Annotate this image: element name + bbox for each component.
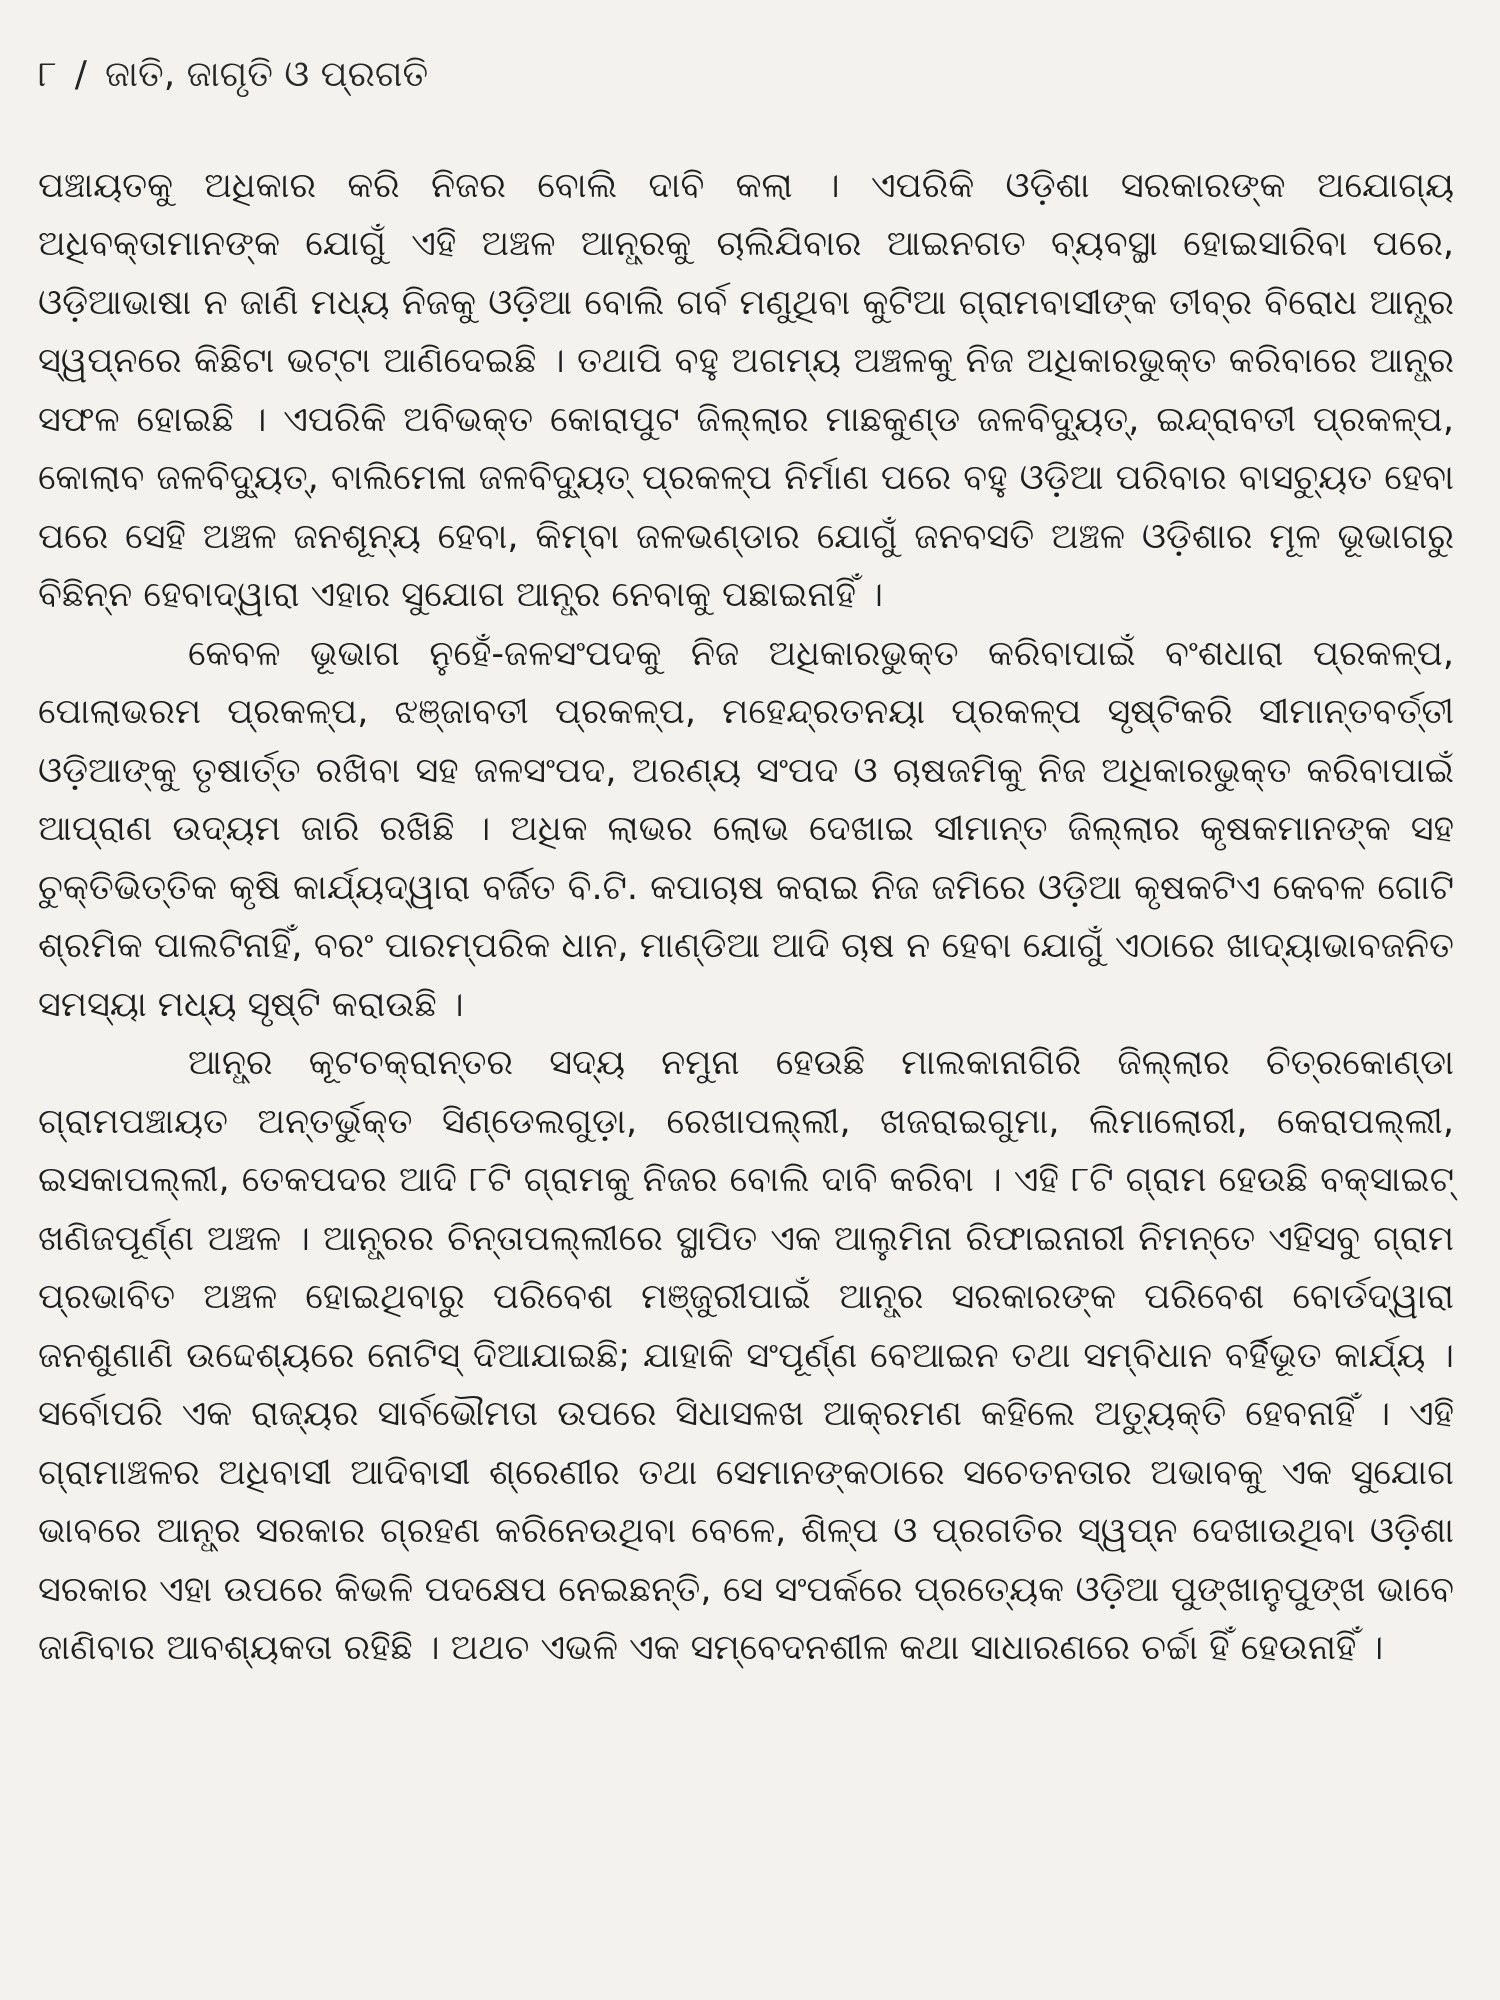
paragraph: ପଞ୍ଚାୟତକୁ ଅଧିକାର କରି ନିଜର ବୋଲି ଦାବି କଲା । ଏପରିକି ଓଡ଼ିଶା ସରକାରଙ୍କ ଅଯୋଗ୍ୟ ଅଧିବକ୍ତାମାନଙ୍କ ଯୋଗୁଁ ଏହି ଅଞ୍ଚଳ ଆନ୍ଧ୍ରକୁ ଚାଲିଯିବାର ଆଇନଗତ ବ୍ୟବସ୍ଥା ହୋଇସାରିବା ପରେ, ଓଡ଼ିଆଭାଷା ନ ଜାଣି ମଧ୍ୟ ନିଜକୁ ଓଡ଼ିଆ ବୋଲି ଗର୍ବ ମଣୁଥିବା କୁଟିଆ ଗ୍ରାମବାସୀଙ୍କ ତୀବ୍ର ବିରୋଧ ଆନ୍ଧ୍ର ସ୍ୱପ୍ନରେ କିଛିଟା ଭଟ୍ଟା ଆଣିଦେଇଛି । ତଥାପି ବହୁ ଅଗମ୍ୟ ଅଞ୍ଚଳକୁ ନିଜ ଅଧିକାରଭୁକ୍ତ କରିବାରେ ଆନ୍ଧ୍ର ସଫଳ ହୋଇଛି । ଏପରିକି ଅବିଭକ୍ତ କୋରାପୁଟ ଜିଲ୍ଲାର ମାଛକୁଣ୍ଡ ଜଳବିଦ୍ୟୁତ୍, ଇନ୍ଦ୍ରାବତୀ ପ୍ରକଳ୍ପ, କୋଲାବ ଜଳବିଦ୍ୟୁତ୍, ବାଲିମେଳା ଜଳବିଦ୍ୟୁତ୍ ପ୍ରକଳ୍ପ ନିର୍ମାଣ ପରେ ବହୁ ଓଡ଼ିଆ ପରିବାର ବାସଚ୍ୟୁତ ହେବା ପରେ ସେହି ଅଞ୍ଚଳ ଜନଶୂନ୍ୟ ହେବା, କିମ୍ବା ଜଳଭଣ୍ଡାର ଯୋଗୁଁ ଜନବସତି ଅଞ୍ଚଳ ଓଡ଼ିଶାର ମୂଳ ଭୂଭାଗରୁ ବିଛିନ୍ନ ହେବାଦ୍ୱାରା ଏହାର ସୁଯୋଗ ଆନ୍ଧ୍ର ନେବାକୁ ପଛାଇନାହିଁ । xyxy=(38,165,1454,616)
paragraph: ଆନ୍ଧ୍ର କୂଟଚକ୍ରାନ୍ତର ସଦ୍ୟ ନମୁନା ହେଉଛି ମାଲକାନାଗିରି ଜିଲ୍ଲାର ଚିତ୍ରକୋଣ୍ଡା ଗ୍ରାମପଞ୍ଚାୟତ ଅନ୍ତର୍ଭୁକ୍ତ ସିଣ୍ଡେଲଗୁଡ଼ା, ରେଖାପଲ୍ଲୀ, ଖଜରାଇଗୁମା, ଲିମାଲୋରୀ, କେରାପଲ୍ଲୀ, ଇସକାପଲ୍ଲୀ, ତେକପଦର ଆଦି ୮ଟି ଗ୍ରାମକୁ ନିଜର ବୋଲି ଦାବି କରିବା । ଏହି ୮ଟି ଗ୍ରାମ ହେଉଛି ବକ୍ସାଇଟ୍ ଖଣିଜପୂର୍ଣ୍ଣ ଅଞ୍ଚଳ । ଆନ୍ଧ୍ରର ଚିନ୍ତାପଲ୍ଲୀରେ ସ୍ଥାପିତ ଏକ ଆଲୁମିନା ରିଫାଇନାରୀ ନିମନ୍ତେ ଏହିସବୁ ଗ୍ରାମ ପ୍ରଭାବିତ ଅଞ୍ଚଳ ହୋଇଥିବାରୁ ପରିବେଶ ମଞ୍ଜୁରୀପାଇଁ ଆନ୍ଧ୍ର ସରକାରଙ୍କ ପରିବେଶ ବୋର୍ଡଦ୍ୱାରା ଜନଶୁଣାଣି ଉଦ୍ଦେଶ୍ୟରେ ନୋଟିସ୍ ଦିଆଯାଇଛି; ଯାହାକି ସଂପୂର୍ଣ୍ଣ ବେଆଇନ ତଥା ସମ୍ବିଧାନ ବର୍ହିଭୂତ କାର୍ଯ୍ୟ । ସର୍ବୋପରି ଏକ ରାଜ୍ୟର ସାର୍ବଭୌମତା ଉପରେ ସିଧାସଳଖ ଆକ୍ରମଣ କହିଲେ ଅତ୍ୟୁକ୍ତି ହେବନାହିଁ । ଏହି ଗ୍ରାମାଞ୍ଚଳର ଅଧିବାସୀ ଆଦିବାସୀ ଶ୍ରେଣୀର ତଥା ସେମାନଙ୍କଠାରେ ସଚେତନତାର ଅଭାବକୁ ଏକ ସୁଯୋଗ ଭାବରେ ଆନ୍ଧ୍ର ସରକାର ଗ୍ରହଣ କରିନେଉଥିବା ବେଳେ, ଶିଳ୍ପ ଓ ପ୍ରଗତିର ସ୍ୱପ୍ନ ଦେଖାଉଥିବା ଓଡ଼ିଶା ସରକାର ଏହା ଉପରେ କିଭଳି ପଦକ୍ଷେପ ନେଇଛନ୍ତି, ସେ ସଂପର୍କରେ ପ୍ରତ୍ୟେକ ଓଡ଼ିଆ ପୁଙ୍ଖାନୁପୁଙ୍ଖ ଭାବେ ଜାଣିବାର ଆବଶ୍ୟକତା ରହିଛି । ଅଥଚ ଏଭଳି ଏକ ସମ୍ବେଦନଶୀଳ କଥା ସାଧାରଣରେ ଚର୍ଚ୍ଚା ହିଁ ହେଉନାହିଁ । xyxy=(38,1043,1454,1669)
header-separator: / xyxy=(74,54,87,95)
running-header xyxy=(38,52,1454,99)
paragraph: କେବଳ ଭୂଭାଗ ନୁହେଁ-ଜଳସଂପଦକୁ ନିଜ ଅଧିକାରଭୁକ୍ତ କରିବାପାଇଁ ବଂଶଧାରା ପ୍ରକଳ୍ପ, ପୋଲାଭରମ ପ୍ରକଳ୍ପ, ଝଞ୍ଜାବତୀ ପ୍ରକଳ୍ପ, ମହେନ୍ଦ୍ରତନୟା ପ୍ରକଳ୍ପ ସୃଷ୍ଟିକରି ସୀମାନ୍ତବର୍ତ୍ତୀ ଓଡ଼ିଆଙ୍କୁ ତୃଷାର୍ତ୍ତ ରଖିବା ସହ ଜଳସଂପଦ, ଅରଣ୍ୟ ସଂପଦ ଓ ଚାଷଜମିକୁ ନିଜ ଅଧିକାରଭୁକ୍ତ କରିବାପାଇଁ ଆପ୍ରାଣ ଉଦ୍ୟମ ଜାରି ରଖିଛି । ଅଧିକ ଲାଭର ଲୋଭ ଦେଖାଇ ସୀମାନ୍ତ ଜିଲ୍ଲାର କୃଷକମାନଙ୍କ ସହ ଚୁକ୍ତିଭିତ୍ତିକ କୃଷି କାର୍ଯ୍ୟଦ୍ୱାରା ବର୍ଜିତ ବି.ଟି. କପାଚାଷ କରାଇ ନିଜ ଜମିରେ ଓଡ଼ିଆ କୃଷକଟିଏ କେବଳ ଗୋଟି ଶ୍ରମିକ ପାଲଟିନାହିଁ, ବରଂ ପାରମ୍ପରିକ ଧାନ, ମାଣ୍ଡିଆ ଆଦି ଚାଷ ନ ହେବା ଯୋଗୁଁ ଏଠାରେ ଖାଦ୍ୟାଭାବଜନିତ ସମସ୍ୟା ମଧ୍ୟ ସୃଷ୍ଟି କରାଉଛି । xyxy=(38,633,1454,1025)
page-number: ୮ xyxy=(38,54,57,95)
book-title: ଜାତି, ଜାଗୃତି ଓ ପ୍ରଗତି xyxy=(104,54,429,95)
body-text xyxy=(38,157,1454,1678)
